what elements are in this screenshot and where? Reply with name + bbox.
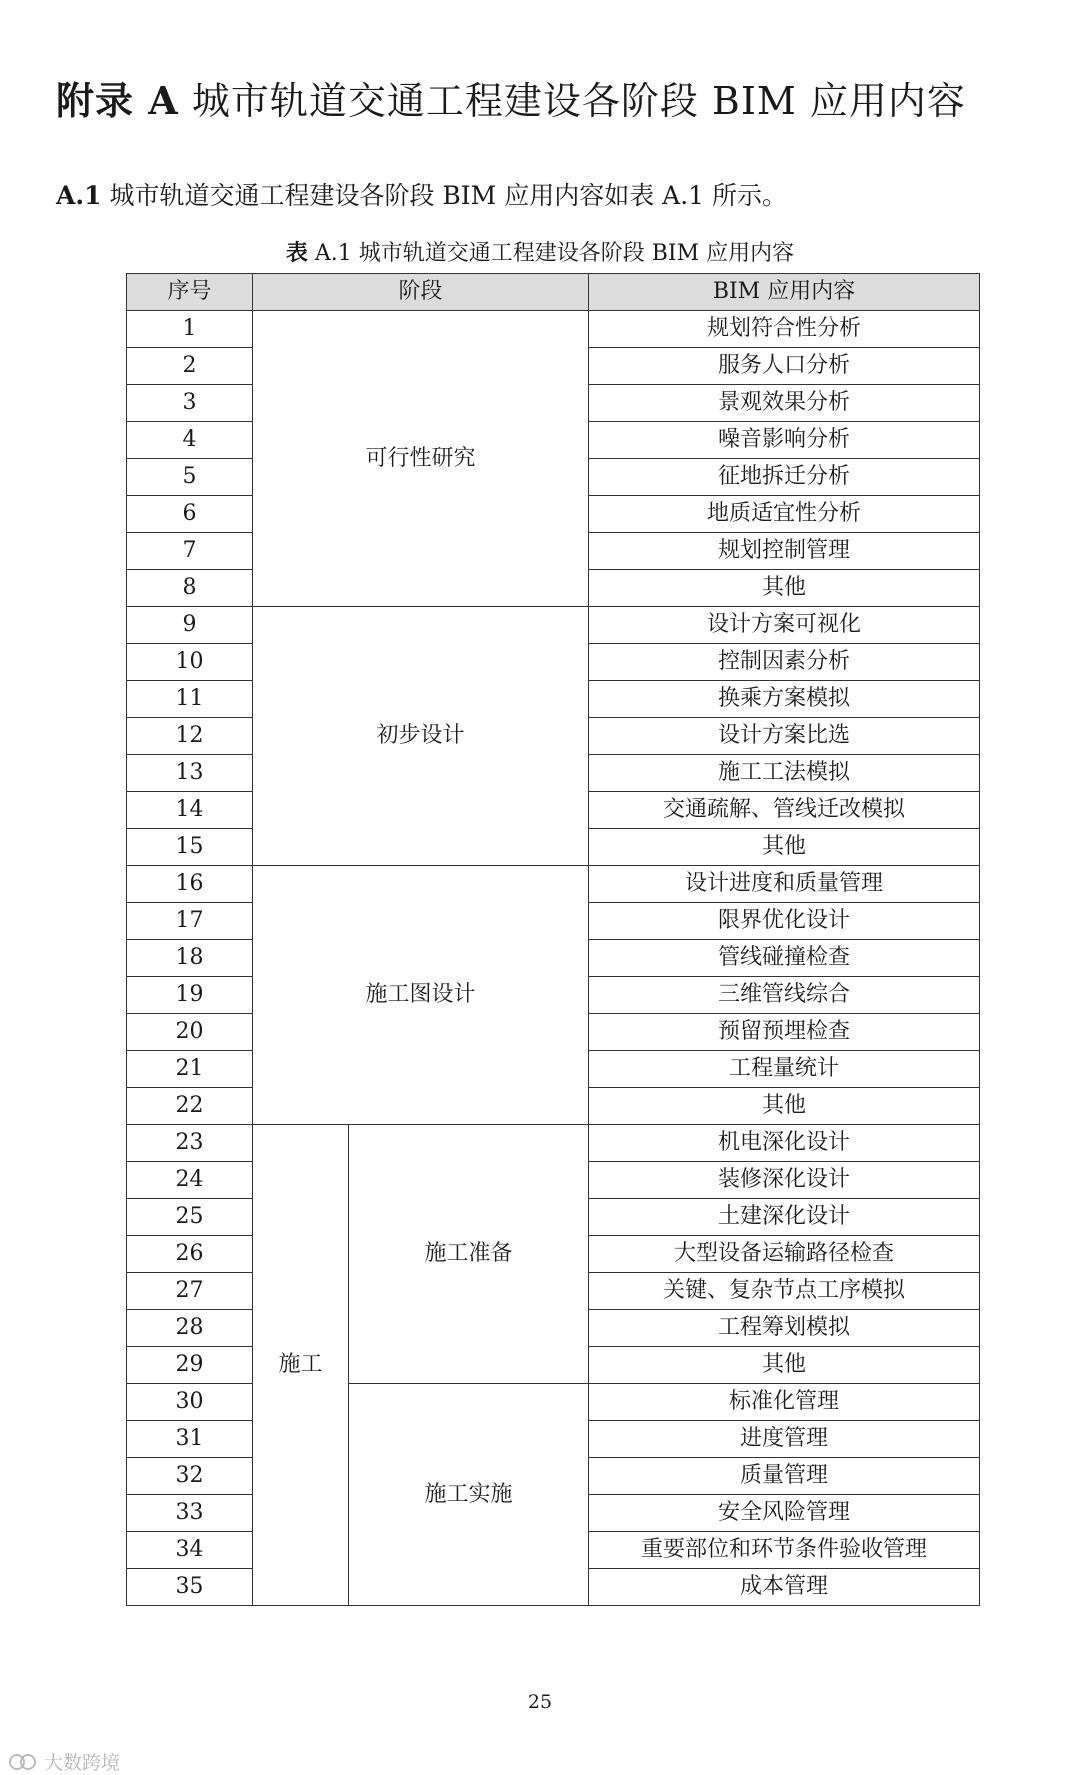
bim-content-cell: 规划符合性分析 (589, 311, 980, 348)
table-row (127, 866, 980, 903)
row-number: 27 (127, 1273, 253, 1310)
row-number: 14 (127, 792, 253, 829)
row-number: 23 (127, 1125, 253, 1162)
row-number: 10 (127, 644, 253, 681)
row-number: 1 (127, 311, 253, 348)
row-number: 32 (127, 1458, 253, 1495)
stage-cell: 施工 (253, 1125, 349, 1606)
watermark-logo-icon (8, 1752, 38, 1772)
bim-content-cell: 限界优化设计 (589, 903, 980, 940)
row-number: 4 (127, 422, 253, 459)
bim-content-cell: 规划控制管理 (589, 533, 980, 570)
bim-content-cell: 设计方案可视化 (589, 607, 980, 644)
row-number: 16 (127, 866, 253, 903)
row-number: 18 (127, 940, 253, 977)
row-number: 29 (127, 1347, 253, 1384)
bim-content-cell: 其他 (589, 570, 980, 607)
row-number: 33 (127, 1495, 253, 1532)
bim-application-table (126, 273, 980, 1606)
bim-content-cell: 服务人口分析 (589, 348, 980, 385)
row-number: 31 (127, 1421, 253, 1458)
bim-content-cell: 重要部位和环节条件验收管理 (589, 1532, 980, 1569)
table-row (127, 1125, 980, 1162)
table-header-row (127, 274, 980, 311)
table-row (127, 311, 980, 348)
bim-content-cell: 景观效果分析 (589, 385, 980, 422)
row-number: 21 (127, 1051, 253, 1088)
bim-content-cell: 标准化管理 (589, 1384, 980, 1421)
row-number: 28 (127, 1310, 253, 1347)
bim-content-cell: 征地拆迁分析 (589, 459, 980, 496)
row-number: 12 (127, 718, 253, 755)
row-number: 26 (127, 1236, 253, 1273)
substage-cell: 施工实施 (349, 1384, 589, 1606)
table-caption-prefix: 表 (285, 240, 308, 266)
clause-number: A.1 (56, 181, 102, 210)
bim-content-cell: 进度管理 (589, 1421, 980, 1458)
stage-cell: 初步设计 (253, 607, 589, 866)
row-number: 17 (127, 903, 253, 940)
bim-content-cell: 管线碰撞检查 (589, 940, 980, 977)
header-no: 序号 (127, 274, 253, 311)
row-number: 6 (127, 496, 253, 533)
header-content: BIM 应用内容 (589, 274, 980, 311)
appendix-title-text: 城市轨道交通工程建设各阶段 BIM 应用内容 (191, 79, 966, 123)
bim-content-cell: 大型设备运输路径检查 (589, 1236, 980, 1273)
bim-content-cell: 其他 (589, 829, 980, 866)
appendix-label: 附录 A (56, 78, 179, 123)
stage-cell: 施工图设计 (253, 866, 589, 1125)
bim-content-cell: 三维管线综合 (589, 977, 980, 1014)
table-body (127, 311, 980, 1606)
row-number: 7 (127, 533, 253, 570)
clause-text: 城市轨道交通工程建设各阶段 BIM 应用内容如表 A.1 所示。 (109, 181, 787, 210)
row-number: 35 (127, 1569, 253, 1606)
bim-content-cell: 其他 (589, 1088, 980, 1125)
row-number: 3 (127, 385, 253, 422)
row-number: 5 (127, 459, 253, 496)
bim-content-cell: 工程量统计 (589, 1051, 980, 1088)
bim-content-cell: 关键、复杂节点工序模拟 (589, 1273, 980, 1310)
row-number: 34 (127, 1532, 253, 1569)
row-number: 9 (127, 607, 253, 644)
watermark (8, 1748, 120, 1775)
bim-content-cell: 工程筹划模拟 (589, 1310, 980, 1347)
bim-content-cell: 土建深化设计 (589, 1199, 980, 1236)
intro-paragraph (56, 176, 787, 212)
bim-content-cell: 安全风险管理 (589, 1495, 980, 1532)
row-number: 19 (127, 977, 253, 1014)
stage-cell: 可行性研究 (253, 311, 589, 607)
row-number: 25 (127, 1199, 253, 1236)
bim-content-cell: 施工工法模拟 (589, 755, 980, 792)
row-number: 20 (127, 1014, 253, 1051)
bim-content-cell: 地质适宜性分析 (589, 496, 980, 533)
page-number: 25 (527, 1691, 553, 1713)
bim-content-cell: 设计进度和质量管理 (589, 866, 980, 903)
bim-content-cell: 质量管理 (589, 1458, 980, 1495)
row-number: 11 (127, 681, 253, 718)
bim-content-cell: 成本管理 (589, 1569, 980, 1606)
row-number: 13 (127, 755, 253, 792)
bim-content-cell: 其他 (589, 1347, 980, 1384)
bim-content-cell: 装修深化设计 (589, 1162, 980, 1199)
bim-content-cell: 噪音影响分析 (589, 422, 980, 459)
bim-content-cell: 设计方案比选 (589, 718, 980, 755)
bim-content-cell: 机电深化设计 (589, 1125, 980, 1162)
bim-content-cell: 换乘方案模拟 (589, 681, 980, 718)
bim-content-cell: 交通疏解、管线迁改模拟 (589, 792, 980, 829)
substage-cell: 施工准备 (349, 1125, 589, 1384)
row-number: 2 (127, 348, 253, 385)
table-caption (0, 236, 1080, 267)
row-number: 24 (127, 1162, 253, 1199)
bim-content-cell: 控制因素分析 (589, 644, 980, 681)
bim-content-cell: 预留预埋检查 (589, 1014, 980, 1051)
watermark-text: 大数跨境 (44, 1752, 121, 1774)
table-caption-text: A.1 城市轨道交通工程建设各阶段 BIM 应用内容 (314, 241, 795, 266)
table-row (127, 607, 980, 644)
header-stage: 阶段 (253, 274, 589, 311)
appendix-title (56, 70, 966, 125)
row-number: 30 (127, 1384, 253, 1421)
row-number: 22 (127, 1088, 253, 1125)
row-number: 8 (127, 570, 253, 607)
row-number: 15 (127, 829, 253, 866)
